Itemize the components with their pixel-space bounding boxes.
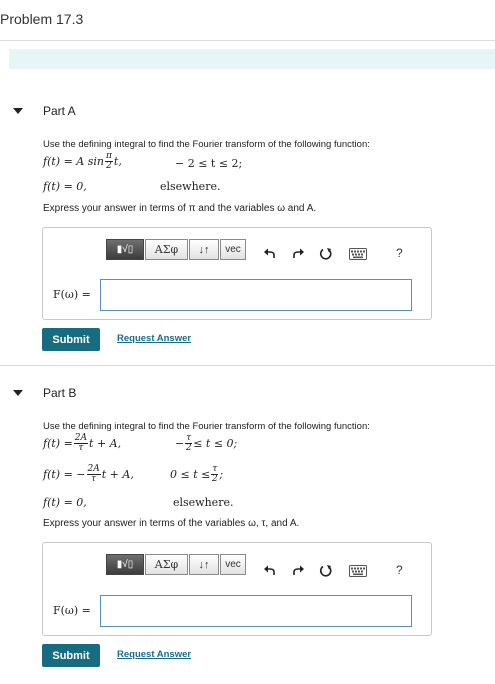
fraction-denominator: 2	[211, 474, 218, 484]
condition-suffix: ≤ t ≤ 0;	[193, 437, 238, 450]
part-a-eq1-t: t,	[113, 155, 122, 168]
part-a-eq1-lhs: f(t) = A sin	[43, 155, 104, 168]
part-b-eq1-rest: t + A,	[89, 437, 122, 450]
condition-prefix: −	[175, 437, 185, 450]
collapse-part-b-icon[interactable]	[13, 390, 23, 396]
condition-fraction	[185, 434, 192, 453]
greek-button-label: ΑΣφ	[154, 558, 179, 571]
part-b-answer-label: F(ω) =	[53, 604, 91, 617]
collapse-part-a-icon[interactable]	[13, 108, 23, 114]
part-b-eq2-lhs: f(t) = −	[43, 468, 86, 481]
part-a-title: Part A	[43, 104, 76, 118]
page-title: Problem 17.3	[0, 11, 84, 27]
part-b-equation-3: f(t) = 0,	[43, 496, 87, 509]
updown-button-label: ↓↑	[198, 243, 210, 256]
part-b-eq1-condition	[175, 434, 237, 453]
vec-button-label: vec	[225, 559, 241, 570]
part-b-eq2-condition	[170, 465, 223, 484]
part-b-eq2-rest: t + A,	[101, 468, 134, 481]
part-a-toolbar	[106, 239, 246, 260]
part-b-eq2-fraction	[87, 465, 101, 484]
part-a-express-instruction: Express your answer in terms of π and the variables ω and A.	[43, 203, 317, 214]
part-a-answer-panel	[42, 227, 432, 320]
templates-button-label: ▮√▯	[116, 244, 134, 255]
templates-button[interactable]	[106, 554, 144, 575]
fraction-numerator: π	[105, 151, 112, 161]
undo-icon[interactable]	[263, 564, 277, 578]
reset-icon[interactable]	[319, 564, 333, 578]
keyboard-icon[interactable]	[349, 247, 367, 261]
part-a-answer-input-box[interactable]	[100, 279, 412, 311]
fraction-denominator: 2	[185, 443, 192, 453]
part-a-submit-button[interactable]: Submit	[42, 328, 100, 351]
redo-icon[interactable]	[291, 564, 305, 578]
part-a-equation-1	[43, 152, 122, 171]
help-button[interactable]: ?	[396, 563, 403, 577]
fraction-numerator: 2A	[74, 433, 88, 443]
undo-icon[interactable]	[263, 247, 277, 261]
greek-symbols-button[interactable]	[145, 239, 188, 260]
part-b-answer-panel	[42, 542, 432, 636]
info-banner	[9, 49, 495, 69]
part-b-eq1-fraction	[74, 434, 88, 453]
templates-button[interactable]	[106, 239, 144, 260]
reset-icon[interactable]	[319, 247, 333, 261]
updown-button-label: ↓↑	[198, 558, 210, 571]
fraction-denominator: 2	[106, 161, 112, 171]
subscript-superscript-button[interactable]	[189, 554, 219, 575]
fraction-numerator: τ	[212, 464, 218, 474]
part-b-instruction: Use the defining integral to find the Fourier transform of the following function:	[43, 421, 370, 432]
part-a-instruction: Use the defining integral to find the Fourier transform of the following function:	[43, 139, 370, 150]
part-b-answer-input[interactable]	[101, 596, 415, 628]
subscript-superscript-button[interactable]	[189, 239, 219, 260]
part-divider	[0, 365, 495, 366]
condition-fraction	[211, 465, 218, 484]
vector-button[interactable]	[220, 554, 246, 575]
part-b-toolbar	[106, 554, 246, 575]
condition-prefix: 0 ≤ t ≤	[170, 468, 211, 481]
part-b-equation-2	[43, 465, 134, 484]
condition-suffix: ;	[219, 468, 224, 481]
part-a-equation-2: f(t) = 0,	[43, 180, 87, 193]
vector-button[interactable]	[220, 239, 246, 260]
header-divider	[0, 40, 495, 41]
templates-button-label: ▮√▯	[116, 559, 134, 570]
part-b-answer-input-box[interactable]	[100, 595, 412, 627]
redo-icon[interactable]	[291, 247, 305, 261]
part-a-eq1-condition: − 2 ≤ t ≤ 2;	[175, 157, 243, 170]
vec-button-label: vec	[225, 244, 241, 255]
part-a-request-answer-link[interactable]: Request Answer	[117, 333, 192, 344]
part-b-title: Part B	[43, 386, 77, 400]
part-a-eq1-fraction	[105, 152, 113, 171]
greek-button-label: ΑΣφ	[154, 243, 179, 256]
part-b-express-instruction: Express your answer in terms of the variables ω, τ, and A.	[43, 518, 300, 529]
part-a-answer-label: F(ω) =	[53, 288, 91, 301]
fraction-numerator: τ	[186, 433, 192, 443]
fraction-numerator: 2A	[87, 464, 100, 474]
greek-symbols-button[interactable]	[145, 554, 188, 575]
fraction-denominator: τ	[91, 474, 97, 484]
part-a-answer-input[interactable]	[101, 280, 415, 312]
part-a-eq2-condition: elsewhere.	[160, 180, 221, 193]
fraction-denominator: τ	[78, 443, 84, 453]
part-b-eq3-condition: elsewhere.	[173, 496, 234, 509]
keyboard-icon[interactable]	[349, 564, 367, 578]
part-b-request-answer-link[interactable]: Request Answer	[117, 649, 192, 660]
part-b-eq1-lhs: f(t) =	[43, 437, 73, 450]
part-b-submit-button[interactable]: Submit	[42, 644, 100, 667]
help-button[interactable]: ?	[396, 246, 403, 260]
part-b-equation-1	[43, 434, 121, 453]
